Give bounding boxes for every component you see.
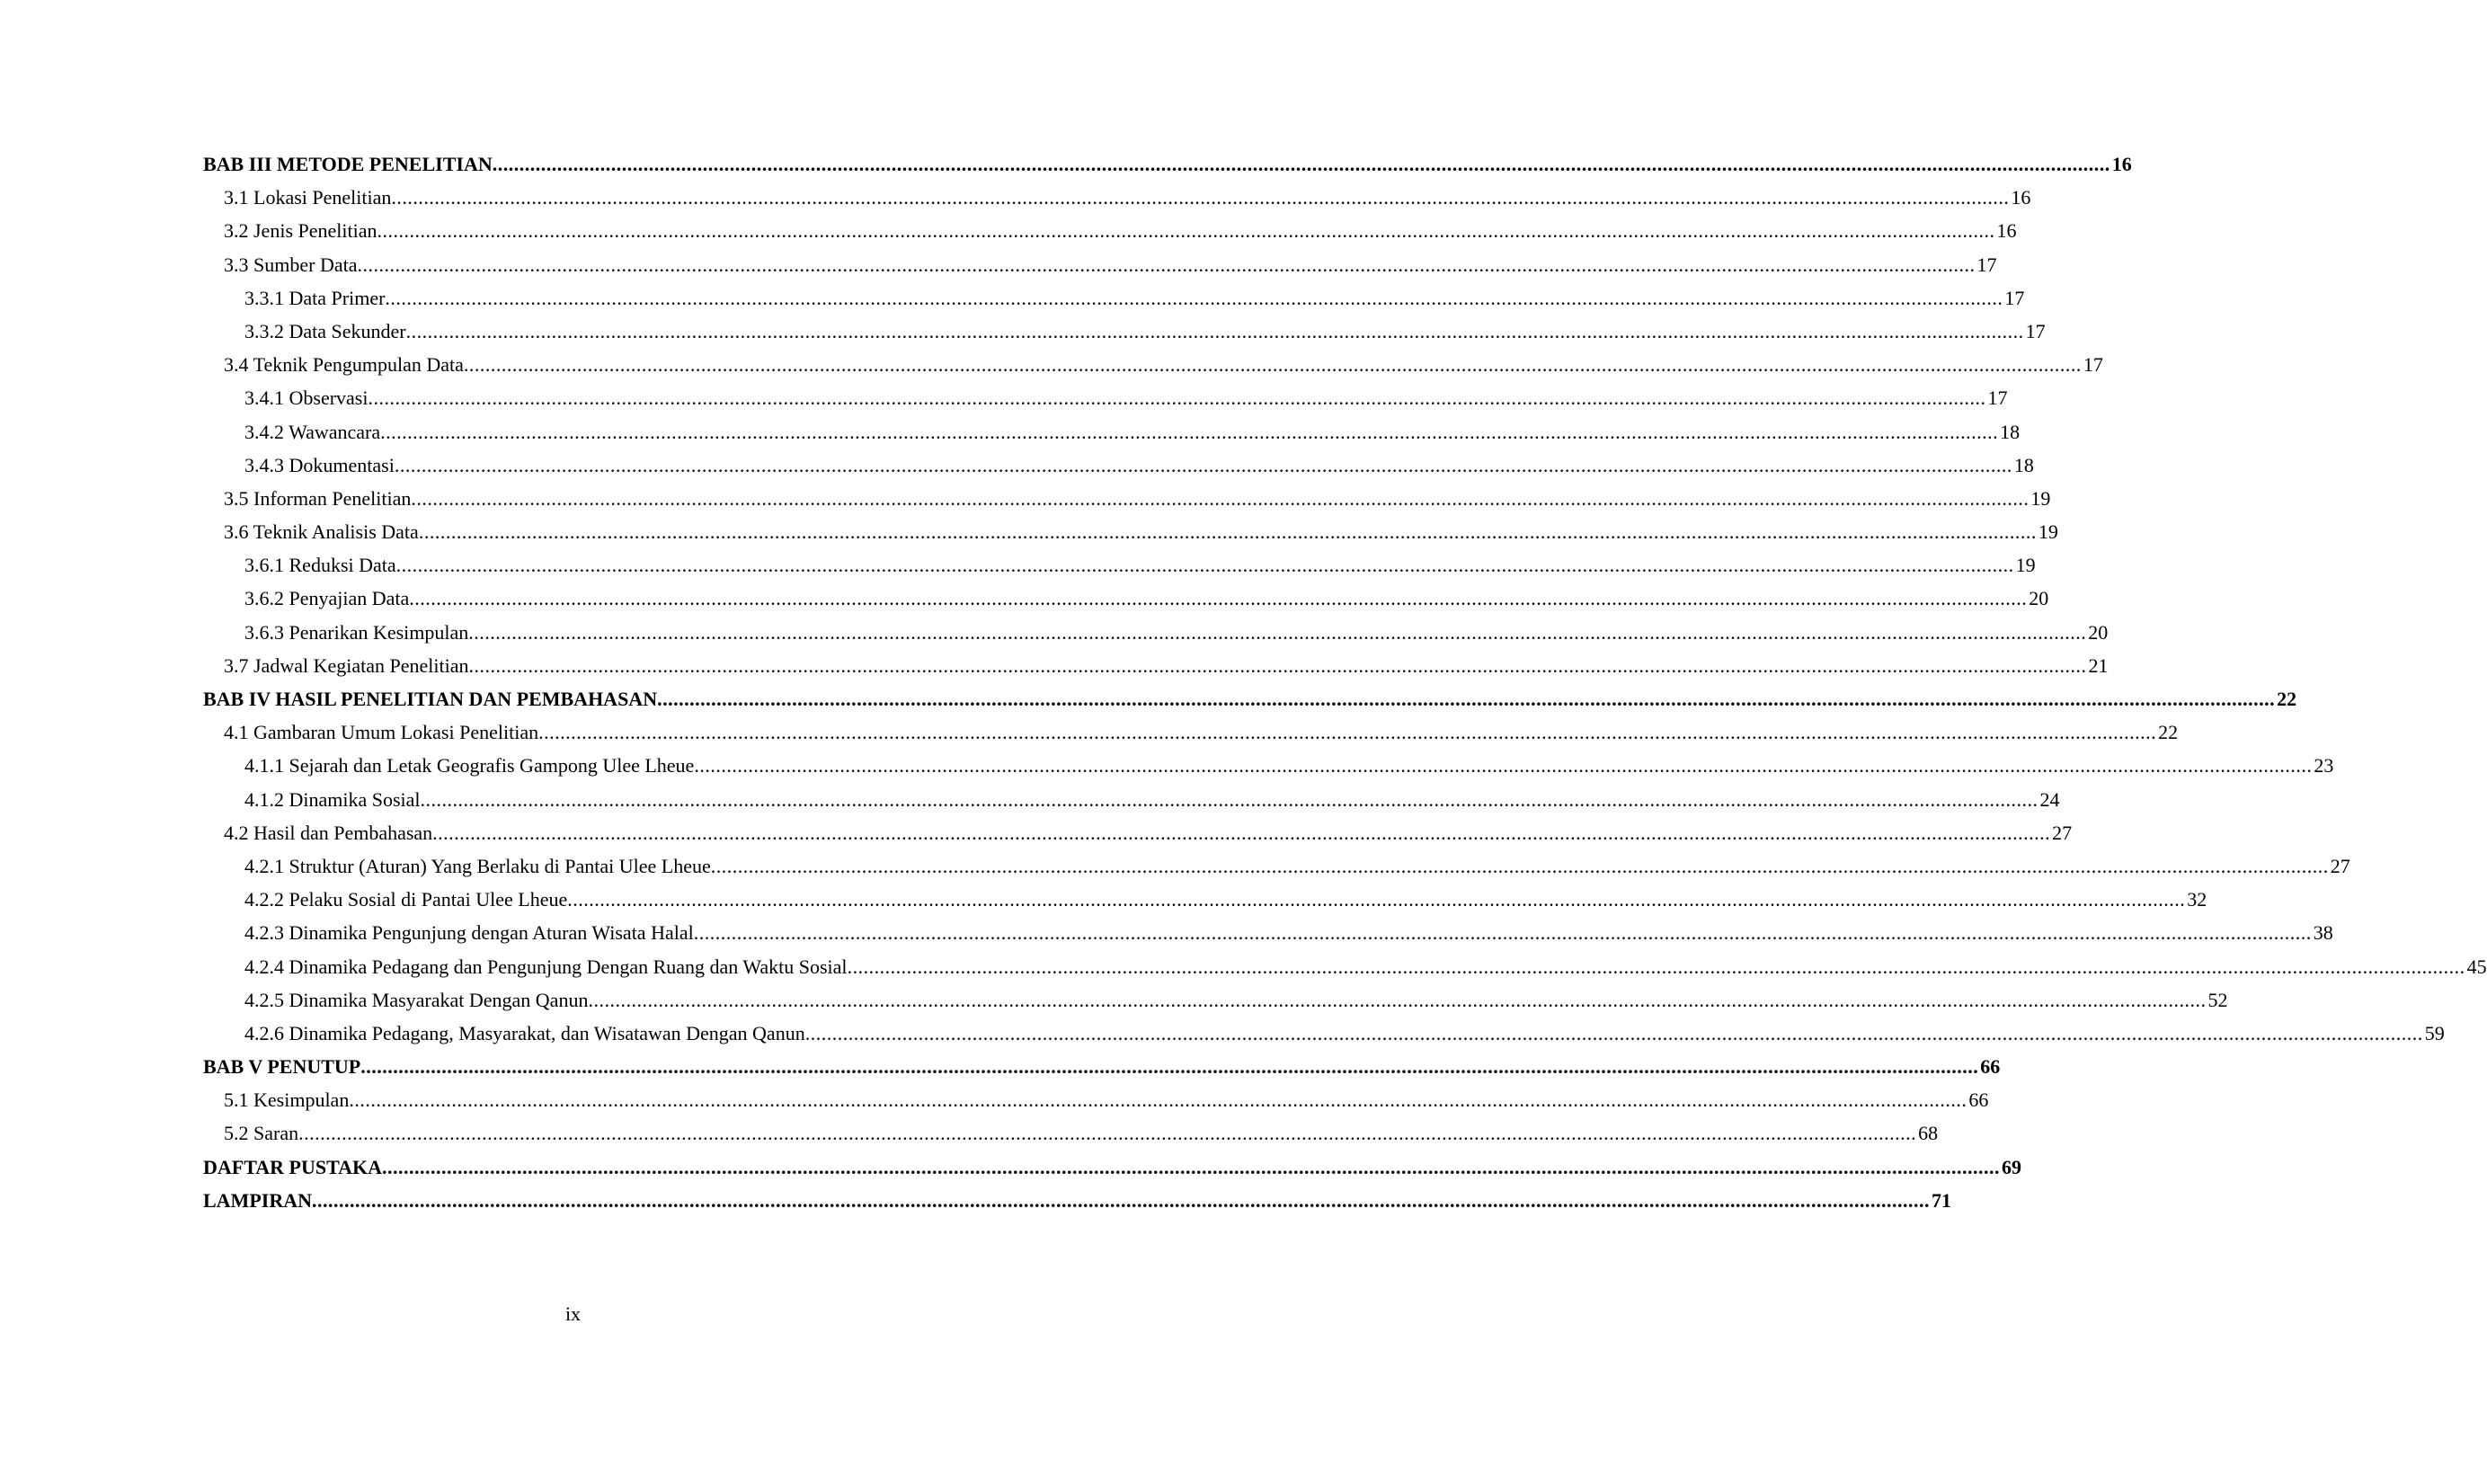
toc-entry-title: DAFTAR PUSTAKA (203, 1155, 383, 1178)
dot-leader: ............................................................................................................................................................................................................................................................................................................ (391, 186, 2010, 209)
toc-entry-page: 68 (1918, 1122, 1939, 1145)
dot-leader: ............................................................................................................................................................................................................................................................................................................ (298, 1122, 1917, 1145)
toc-entry-title: 5.1 Kesimpulan (224, 1089, 350, 1112)
toc-entry-page: 17 (1976, 253, 1997, 276)
toc-entry-title: 4.1.1 Sejarah dan Letak Geografis Gampong Ulee Lheue (244, 754, 695, 778)
dot-leader: ............................................................................................................................................................................................................................................................................................................ (420, 787, 2038, 811)
toc-entry-title: 4.2 Hasil dan Pembahasan (224, 821, 433, 844)
toc-entry[interactable] (203, 649, 2109, 682)
toc-chapter-entry[interactable] (203, 1184, 1951, 1217)
dot-leader: ............................................................................................................................................................................................................................................................................................................ (409, 587, 2028, 610)
toc-entry-title: 3.4.3 Dokumentasi (244, 453, 395, 476)
toc-entry-title: 3.1 Lokasi Penelitian (224, 186, 392, 209)
page-number: ix (564, 1302, 582, 1325)
toc-entry-page: 69 (2002, 1155, 2022, 1178)
dot-leader: ............................................................................................................................................................................................................................................................................................................ (380, 420, 1999, 443)
dot-leader: ............................................................................................................................................................................................................................................................................................................ (382, 1155, 2001, 1178)
toc-entry-page: 19 (2015, 554, 2036, 577)
toc-entry-page: 16 (2111, 153, 2132, 175)
dot-leader: ............................................................................................................................................................................................................................................................................................................ (394, 453, 2012, 476)
toc-entry-page: 22 (2158, 721, 2179, 744)
toc-entry-title: 5.2 Saran (224, 1122, 299, 1145)
toc-entry-title: 4.2.2 Pelaku Sosial di Pantai Ulee Lheue (244, 888, 568, 911)
toc-entry-page: 19 (2038, 520, 2058, 544)
toc-entry-title: 4.2.1 Struktur (Aturan) Yang Berlaku di Pantai Ulee Lheue (244, 854, 711, 877)
toc-entry[interactable] (203, 816, 2073, 849)
toc-entry-title: LAMPIRAN (203, 1188, 312, 1212)
toc-entry[interactable] (203, 214, 2017, 247)
toc-entry[interactable] (203, 315, 2046, 348)
dot-leader: ............................................................................................................................................................................................................................................................................................................ (588, 988, 2207, 1011)
toc-entry[interactable] (203, 482, 2051, 515)
dot-leader: ............................................................................................................................................................................................................................................................................................................ (385, 286, 2003, 309)
dot-leader: ............................................................................................................................................................................................................................................................................................................ (538, 721, 2157, 744)
toc-entry-title: 4.2.3 Dinamika Pengunjung dengan Aturan Wisata Halal (244, 921, 694, 945)
toc-entry-page: 21 (2088, 653, 2109, 677)
toc-entry-page: 45 (2466, 955, 2487, 978)
toc-entry-page: 27 (2330, 854, 2350, 877)
toc-chapter-entry[interactable] (203, 682, 2297, 715)
dot-leader: ............................................................................................................................................................................................................................................................................................................ (418, 520, 2037, 544)
toc-entry-title: 4.2.4 Dinamika Pedagang dan Pengunjung Dengan Ruang dan Waktu Sosial (244, 955, 848, 978)
toc-entry-title: 3.3.2 Data Sekunder (244, 319, 406, 342)
dot-leader: ............................................................................................................................................................................................................................................................................................................ (693, 921, 2312, 945)
toc-entry[interactable] (203, 849, 2350, 883)
toc-entry[interactable] (203, 883, 2207, 916)
dot-leader: ............................................................................................................................................................................................................................................................................................................ (395, 554, 2014, 577)
dot-leader: ............................................................................................................................................................................................................................................................................................................ (349, 1089, 1967, 1112)
toc-entry[interactable] (203, 348, 2103, 381)
toc-entry[interactable] (203, 548, 2036, 582)
toc-entry-title: BAB III METODE PENELITIAN (203, 153, 493, 175)
toc-entry-title: 4.1.2 Dinamika Sosial (244, 787, 421, 811)
dot-leader: ............................................................................................................................................................................................................................................................................................................ (694, 754, 2313, 778)
toc-entry-page: 71 (1932, 1188, 1951, 1212)
toc-entry-page: 20 (2088, 620, 2109, 644)
toc-entry-page: 38 (2313, 921, 2333, 945)
toc-entry-page: 17 (1987, 387, 2008, 410)
toc-entry-title: 3.4 Teknik Pengumpulan Data (224, 353, 464, 377)
toc-entry-title: 3.3.1 Data Primer (244, 286, 386, 309)
toc-entry[interactable] (203, 248, 1997, 281)
dot-leader: ............................................................................................................................................................................................................................................................................................................ (468, 653, 2087, 677)
toc-entry-title: BAB V PENUTUP (203, 1055, 361, 1079)
toc-entry[interactable] (203, 582, 2049, 615)
toc-chapter-entry[interactable] (203, 1151, 2022, 1184)
dot-leader: ............................................................................................................................................................................................................................................................................................................ (468, 620, 2087, 644)
dot-leader: ............................................................................................................................................................................................................................................................................................................ (567, 888, 2186, 911)
table-of-contents (203, 147, 2487, 1217)
dot-leader: ............................................................................................................................................................................................................................................................................................................ (360, 1055, 1979, 1079)
dot-leader: ............................................................................................................................................................................................................................................................................................................ (463, 353, 2082, 377)
dot-leader: ............................................................................................................................................................................................................................................................................................................ (710, 854, 2329, 877)
toc-entry-title: 3.7 Jadwal Kegiatan Penelitian (224, 653, 469, 677)
toc-entry-page: 19 (2030, 486, 2051, 510)
toc-entry[interactable] (203, 281, 2025, 315)
toc-entry[interactable] (203, 749, 2334, 782)
toc-entry-title: 3.6.3 Penarikan Kesimpulan (244, 620, 469, 644)
toc-entry-title: 4.2.5 Dinamika Masyarakat Dengan Qanun (244, 988, 589, 1011)
toc-entry-title: 3.6 Teknik Analisis Data (224, 520, 419, 544)
toc-entry-page: 18 (2000, 420, 2021, 443)
toc-entry[interactable] (203, 950, 2487, 983)
toc-entry[interactable] (203, 381, 2008, 414)
toc-entry-page: 17 (2025, 319, 2046, 342)
dot-leader: ............................................................................................................................................................................................................................................................................................................ (804, 1021, 2423, 1044)
dot-leader: ............................................................................................................................................................................................................................................................................................................ (847, 955, 2465, 978)
toc-entry[interactable] (203, 616, 2109, 649)
toc-entry[interactable] (203, 1116, 1939, 1150)
dot-leader: ............................................................................................................................................................................................................................................................................................................ (377, 219, 1995, 243)
toc-entry-page: 17 (2004, 286, 2025, 309)
toc-entry-page: 20 (2029, 587, 2049, 610)
toc-entry-page: 27 (2052, 821, 2073, 844)
toc-entry-page: 16 (2011, 186, 2031, 209)
toc-entry-title: 4.2.6 Dinamika Pedagang, Masyarakat, dan Wisatawan Dengan Qanun (244, 1021, 805, 1044)
toc-entry-title: BAB IV HASIL PENELITIAN DAN PEMBAHASAN (203, 688, 658, 710)
toc-entry[interactable] (203, 449, 2034, 482)
toc-entry-page: 66 (1968, 1089, 1989, 1112)
toc-chapter-entry[interactable] (203, 147, 2132, 181)
toc-entry-page: 52 (2207, 988, 2228, 1011)
toc-entry[interactable] (203, 983, 2228, 1017)
toc-entry[interactable] (203, 415, 2021, 449)
toc-entry-title: 3.4.1 Observasi (244, 387, 369, 410)
toc-entry-page: 18 (2013, 453, 2034, 476)
toc-entry-page: 16 (1996, 219, 2017, 243)
toc-entry-page: 32 (2187, 888, 2207, 911)
toc-entry-title: 3.5 Informan Penelitian (224, 486, 412, 510)
toc-entry[interactable] (203, 515, 2058, 548)
dot-leader: ............................................................................................................................................................................................................................................................................................................ (657, 688, 2276, 710)
dot-leader: ............................................................................................................................................................................................................................................................................................................ (357, 253, 1976, 276)
dot-leader: ............................................................................................................................................................................................................................................................................................................ (368, 387, 1986, 410)
toc-entry[interactable] (203, 181, 2031, 214)
toc-entry-title: 3.6.2 Penyajian Data (244, 587, 410, 610)
toc-entry-page: 17 (2083, 353, 2103, 377)
toc-entry[interactable] (203, 783, 2060, 816)
toc-entry[interactable] (203, 1083, 1989, 1116)
toc-entry-page: 22 (2277, 688, 2297, 710)
toc-entry-title: 3.4.2 Wawancara (244, 420, 381, 443)
dot-leader: ............................................................................................................................................................................................................................................................................................................ (411, 486, 2030, 510)
toc-entry-page: 66 (1980, 1055, 2001, 1079)
toc-entry-page: 59 (2424, 1021, 2445, 1044)
toc-entry-page: 23 (2314, 754, 2334, 778)
toc-entry-title: 4.1 Gambaran Umum Lokasi Penelitian (224, 721, 539, 744)
dot-leader: ............................................................................................................................................................................................................................................................................................................ (312, 1188, 1930, 1212)
toc-entry[interactable] (203, 715, 2179, 749)
toc-entry-title: 3.6.1 Reduksi Data (244, 554, 396, 577)
dot-leader: ............................................................................................................................................................................................................................................................................................................ (432, 821, 2051, 844)
toc-entry[interactable] (203, 916, 2333, 949)
dot-leader: ............................................................................................................................................................................................................................................................................................................ (492, 153, 2110, 175)
toc-entry-title: 3.2 Jenis Penelitian (224, 219, 377, 243)
dot-leader: ............................................................................................................................................................................................................................................................................................................ (405, 319, 2024, 342)
toc-entry-page: 24 (2039, 787, 2060, 811)
toc-entry[interactable] (203, 1017, 2445, 1050)
toc-entry-title: 3.3 Sumber Data (224, 253, 358, 276)
toc-chapter-entry[interactable] (203, 1050, 2001, 1083)
